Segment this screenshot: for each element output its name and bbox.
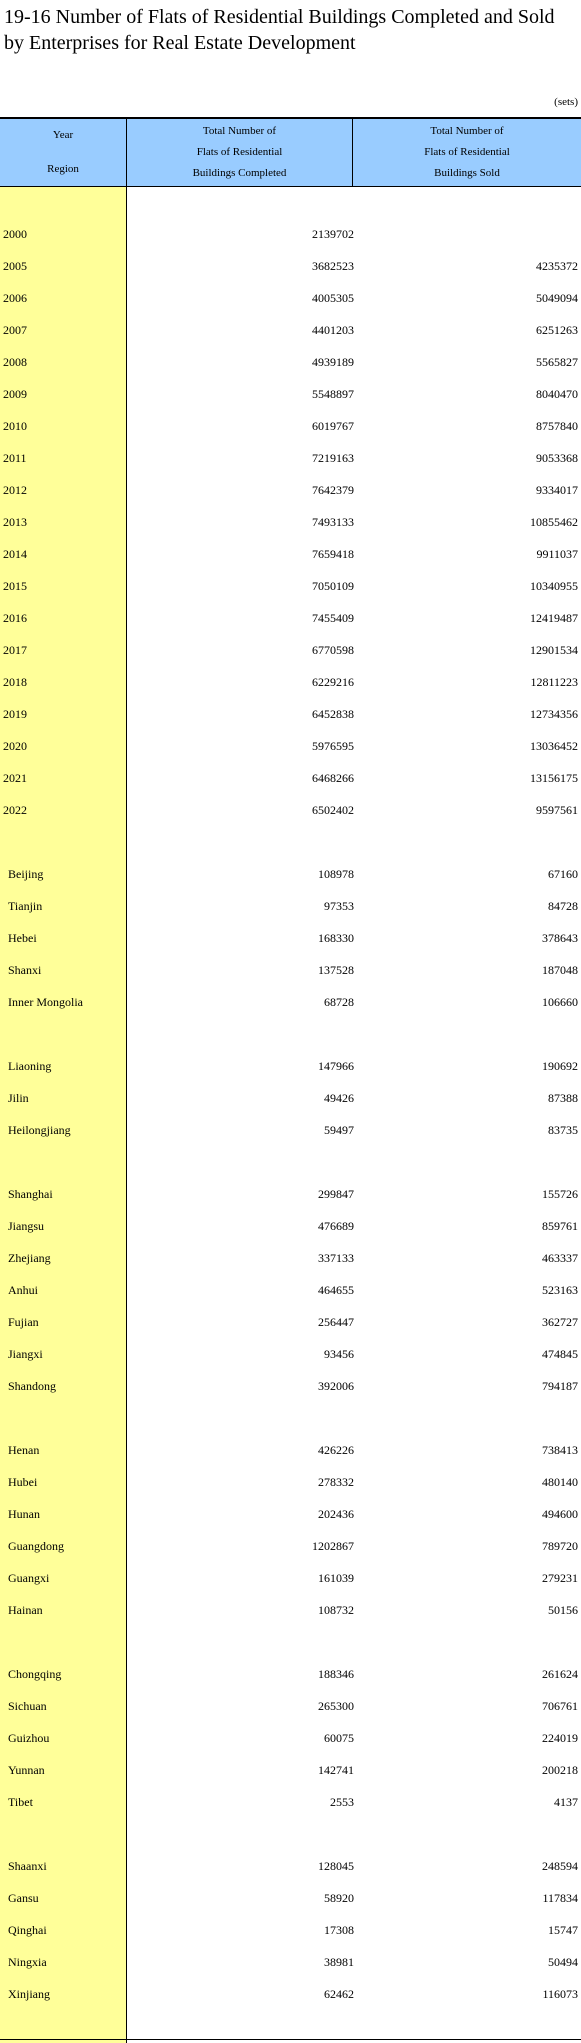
completed-value: 17308 [324,1923,354,1937]
table-row [0,1915,581,1947]
region-label: Heilongjiang [8,1123,71,1137]
spacer-row [0,1627,581,1659]
table-row [0,1755,581,1787]
sold-value: 200218 [542,1763,578,1777]
completed-value: 299847 [318,1187,354,1201]
region-label: Jilin [8,1091,29,1105]
sold-value: 84728 [548,899,578,913]
completed-value: 3682523 [312,259,354,273]
completed-value: 5976595 [312,739,354,753]
sold-value: 117834 [542,1891,578,1905]
completed-value: 4401203 [312,323,354,337]
completed-value: 1202867 [312,1539,354,1553]
sold-value: 155726 [542,1187,578,1201]
completed-value: 4939189 [312,355,354,369]
sold-value: 15747 [548,1923,578,1937]
sold-value: 10340955 [530,579,578,593]
header-completed-line2: Flats of Residential [196,146,283,158]
sold-value: 9053368 [536,451,578,465]
region-label: Liaoning [8,1059,52,1073]
completed-value: 38981 [324,1955,354,1969]
region-label: Guangdong [8,1539,64,1553]
table-row [0,379,581,411]
table-row [0,411,581,443]
completed-value: 49426 [324,1091,354,1105]
region-label: Shandong [8,1379,56,1393]
region-label: Beijing [8,867,44,881]
region-label: Hainan [8,1603,43,1617]
completed-value: 4005305 [312,291,354,305]
sold-value: 50494 [548,1955,578,1969]
year-label: 2000 [3,227,27,241]
completed-value: 202436 [318,1507,354,1521]
table-row [0,955,581,987]
sold-value: 8757840 [536,419,578,433]
sold-value: 12901534 [530,643,578,657]
completed-value: 6019767 [312,419,354,433]
header-completed-line1: Total Number of [202,125,277,137]
completed-value: 278332 [318,1475,354,1489]
header-sold-line1: Total Number of [430,125,504,137]
sold-value: 4235372 [536,259,578,273]
completed-value: 128045 [318,1859,354,1873]
year-label: 2019 [3,707,27,721]
completed-value: 256447 [318,1315,354,1329]
table-row [0,891,581,923]
table-row [0,1883,581,1915]
completed-value: 108978 [318,867,354,881]
table-row [0,1659,581,1691]
sold-value: 8040470 [536,387,578,401]
table-row [0,1947,581,1979]
table-row [0,1371,581,1403]
year-label: 2008 [3,355,27,369]
sold-value: 248594 [542,1859,578,1873]
completed-value: 58920 [324,1891,354,1905]
sold-value: 187048 [542,963,578,977]
sold-value: 261624 [542,1667,578,1681]
table-row [0,1499,581,1531]
header-region-label: Region [47,162,79,175]
completed-value: 7455409 [312,611,354,625]
table-row [0,987,581,1019]
sold-value: 362727 [542,1315,578,1329]
table-row [0,1467,581,1499]
region-label: Guizhou [8,1731,50,1745]
table-row [0,1595,581,1627]
sold-value: 859761 [542,1219,578,1233]
year-label: 2014 [3,547,27,561]
completed-value: 62462 [324,1987,354,2001]
completed-value: 142741 [318,1763,354,1777]
completed-value: 147966 [318,1059,354,1073]
region-label: Jiangxi [8,1347,43,1361]
table-row [0,731,581,763]
region-label: Sichuan [8,1699,47,1713]
completed-value: 60075 [324,1731,354,1745]
completed-value: 7659418 [312,547,354,561]
sold-value: 279231 [542,1571,578,1585]
sold-value: 523163 [542,1283,578,1297]
year-label: 2007 [3,323,27,337]
completed-value: 2553 [330,1795,354,1809]
sold-value: 12734356 [530,707,578,721]
table-row [0,571,581,603]
completed-value: 7050109 [312,579,354,593]
header-completed-line3: Buildings Completed [192,167,287,179]
completed-value: 6229216 [312,675,354,689]
region-label: Ningxia [8,1955,47,1969]
year-label: 2020 [3,739,27,753]
table-row [0,667,581,699]
completed-value: 6468266 [312,771,354,785]
table-row [0,475,581,507]
year-label: 2015 [3,579,27,593]
year-label: 2006 [3,291,27,305]
year-label: 2012 [3,483,27,497]
table-title: 19-16 Number of Flats of Residential Buildings Completed and Sold by Enterprises for Real Estate Development [4,6,555,54]
region-label: Zhejiang [8,1251,51,1265]
sold-value: 9597561 [536,803,578,817]
table-row [0,1179,581,1211]
header-sold-line3: Buildings Sold [434,167,500,179]
region-label: Hebei [8,931,37,945]
year-label: 2009 [3,387,27,401]
completed-value: 97353 [324,899,354,913]
header-sold [353,119,581,186]
table-row [0,539,581,571]
completed-value: 476689 [318,1219,354,1233]
table-row [0,699,581,731]
table-row [0,1339,581,1371]
region-label: Inner Mongolia [8,995,83,1009]
sold-value: 83735 [548,1123,578,1137]
sold-value: 5565827 [536,355,578,369]
completed-value: 137528 [318,963,354,977]
spacer-row [0,1147,581,1179]
completed-value: 59497 [324,1123,354,1137]
table-row [0,507,581,539]
sold-value: 706761 [542,1699,578,1713]
completed-value: 2139702 [312,227,354,241]
table-row [0,1307,581,1339]
table-row [0,1211,581,1243]
year-label: 2010 [3,419,27,433]
table-row [0,1531,581,1563]
table-row [0,1275,581,1307]
completed-value: 6770598 [312,643,354,657]
region-label: Shaanxi [8,1859,47,1873]
unit-label: (sets) [554,96,578,108]
sold-value: 224019 [542,1731,578,1745]
region-label: Gansu [8,1891,39,1905]
table-row [0,635,581,667]
completed-value: 265300 [318,1699,354,1713]
spacer-row [0,1819,581,1851]
table-row [0,923,581,955]
completed-value: 68728 [324,995,354,1009]
completed-value: 7219163 [312,451,354,465]
completed-value: 392006 [318,1379,354,1393]
region-label: Chongqing [8,1667,62,1681]
header-completed [127,119,353,186]
region-label: Yunnan [8,1763,45,1777]
completed-value: 464655 [318,1283,354,1297]
table-row [0,1083,581,1115]
region-label: Shanxi [8,963,42,977]
completed-value: 188346 [318,1667,354,1681]
table-row [0,603,581,635]
table-row [0,859,581,891]
completed-value: 337133 [318,1251,354,1265]
sold-value: 9334017 [536,483,578,497]
table-row [0,1691,581,1723]
table-row [0,443,581,475]
region-label: Jiangsu [8,1219,44,1233]
completed-value: 93456 [324,1347,354,1361]
table-row [0,1723,581,1755]
sold-value: 738413 [542,1443,578,1457]
sold-value: 10855462 [530,515,578,529]
table-row [0,1787,581,1819]
table-row [0,763,581,795]
completed-value: 426226 [318,1443,354,1457]
completed-value: 161039 [318,1571,354,1585]
sold-value: 190692 [542,1059,578,1073]
sold-value: 13036452 [530,739,578,753]
year-label: 2018 [3,675,27,689]
spacer-row [0,827,581,859]
completed-value: 7493133 [312,515,354,529]
region-label: Guangxi [8,1571,50,1585]
sold-value: 67160 [548,867,578,881]
table-row [0,219,581,251]
completed-value: 7642379 [312,483,354,497]
table-row [0,251,581,283]
sold-value: 5049094 [536,291,578,305]
completed-value: 168330 [318,931,354,945]
table-row [0,1563,581,1595]
header-year-region [0,119,127,186]
sold-value: 13156175 [530,771,578,785]
year-label: 2016 [3,611,27,625]
region-label: Tianjin [8,899,43,913]
sold-value: 480140 [542,1475,578,1489]
sold-value: 474845 [542,1347,578,1361]
sold-value: 794187 [542,1379,578,1393]
completed-value: 5548897 [312,387,354,401]
sold-value: 12419487 [530,611,578,625]
region-label: Shanghai [8,1187,53,1201]
table-bottom-border [0,2039,581,2040]
sold-value: 494600 [542,1507,578,1521]
region-label: Anhui [8,1283,38,1297]
spacer-row [0,1019,581,1051]
sold-value: 463337 [542,1251,578,1265]
region-label: Xinjiang [8,1987,50,2001]
year-label: 2022 [3,803,27,817]
table-header [0,117,581,187]
table-row [0,1435,581,1467]
sold-value: 6251263 [536,323,578,337]
sold-value: 106660 [542,995,578,1009]
table-row [0,315,581,347]
region-label: Hunan [8,1507,40,1521]
region-label: Tibet [8,1795,33,1809]
sold-value: 4137 [554,1795,578,1809]
year-label: 2013 [3,515,27,529]
table-row [0,1851,581,1883]
completed-value: 108732 [318,1603,354,1617]
table-row [0,1051,581,1083]
year-label: 2021 [3,771,27,785]
table-row [0,283,581,315]
header-year-label: Year [52,129,74,142]
spacer-row [0,1403,581,1435]
sold-value: 116073 [542,1987,578,2001]
year-label: 2005 [3,259,27,273]
year-label: 2017 [3,643,27,657]
table-row [0,347,581,379]
region-label: Qinghai [8,1923,47,1937]
sold-value: 50156 [548,1603,578,1617]
region-label: Henan [8,1443,40,1457]
sold-value: 378643 [542,931,578,945]
sold-value: 12811223 [530,675,578,689]
table-row [0,795,581,827]
completed-value: 6452838 [312,707,354,721]
table-body [0,219,581,2011]
sold-value: 789720 [542,1539,578,1553]
table-row [0,1115,581,1147]
region-label: Fujian [8,1315,39,1329]
header-sold-line2: Flats of Residential [424,146,510,158]
sold-value: 9911037 [536,547,578,561]
region-label: Hubei [8,1475,38,1489]
sold-value: 87388 [548,1091,578,1105]
table-row [0,1979,581,2011]
year-label: 2011 [3,451,27,465]
table-row [0,1243,581,1275]
completed-value: 6502402 [312,803,354,817]
